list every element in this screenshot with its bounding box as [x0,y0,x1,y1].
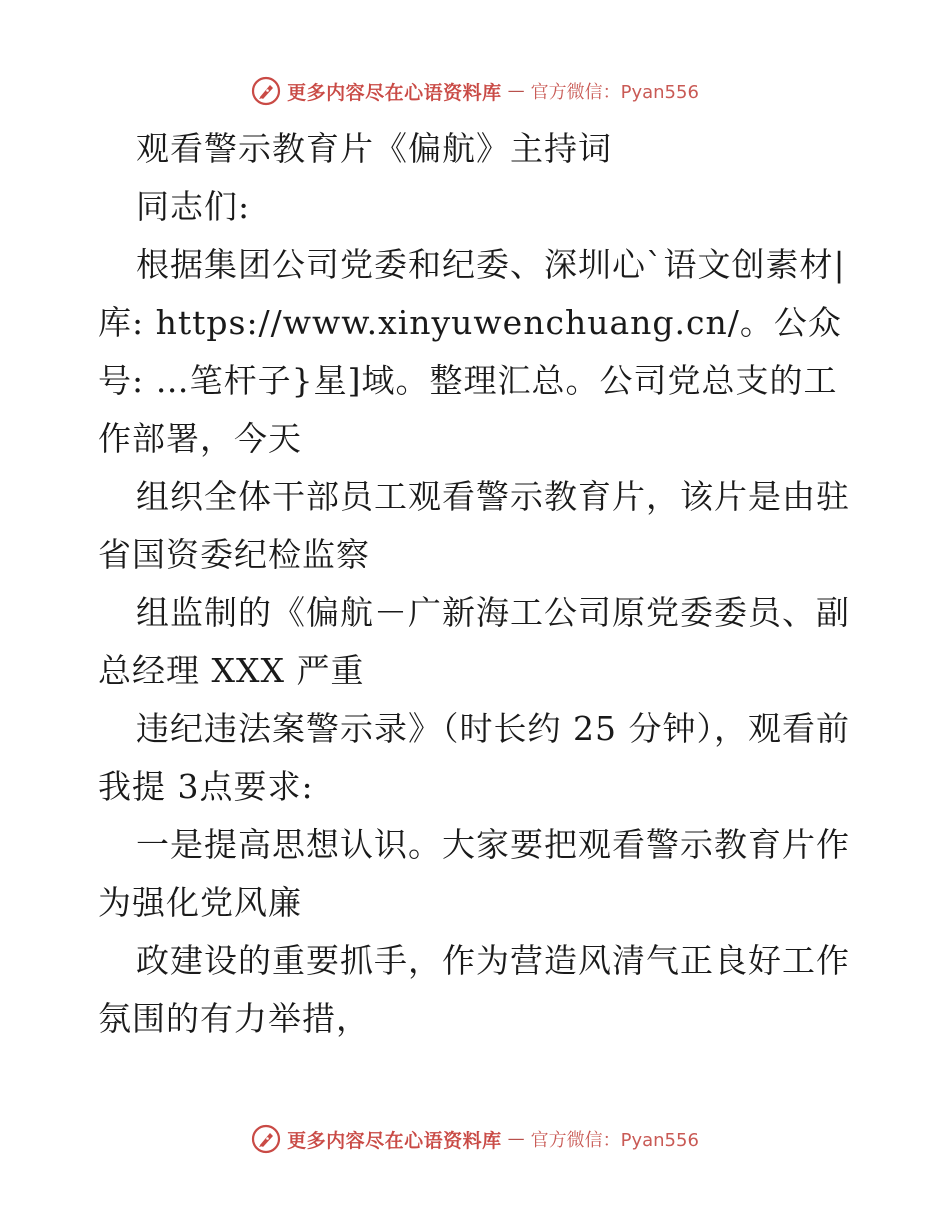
banner-dash: — [507,1129,525,1149]
paragraph: 同志们: [136,187,251,226]
banner-wechat: 官方微信：Pyan556 [530,82,699,103]
banner-wechat: 官方微信：Pyan556 [530,1130,699,1151]
footer-banner [0,1122,950,1156]
pen-nib-logo-icon [251,1124,281,1154]
banner-text: 更多内容尽在心语资料库 [287,81,502,104]
paragraph: 一是提高思想认识。大家要把观看警示教育片作为强化党风廉 [98,825,850,922]
header-banner [0,74,950,108]
paragraph-list [98,178,858,1048]
paragraph: 违纪违法案警示录》（时长约 25 分钟），观看前我提 3点要求: [98,709,850,806]
paragraph: 组监制的《偏航－广新海工公司原党委委员、副总经理 XXX 严重 [98,593,850,690]
pen-nib-logo-icon [251,76,281,106]
paragraph: 根据集团公司党委和纪委、深圳心`语文创素材|库: https://www.xinyuwenchuang.cn/。公众号: …笔杆子}星]域。整理汇总。公司党总支的工作部署，今天 [98,245,846,458]
banner-text: 更多内容尽在心语资料库 [287,1129,502,1152]
document-title: 观看警示教育片《偏航》主持词 [136,129,612,168]
banner-dash: — [507,81,525,101]
paragraph: 组织全体干部员工观看警示教育片，该片是由驻省国资委纪检监察 [98,477,850,574]
paragraph: 政建设的重要抓手，作为营造风清气正良好工作氛围的有力举措， [98,941,850,1038]
document-body [98,120,858,1048]
